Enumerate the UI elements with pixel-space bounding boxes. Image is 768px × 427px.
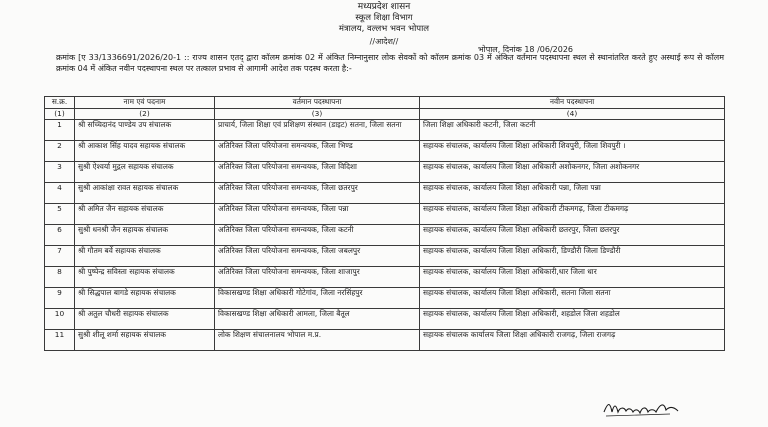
current-posting-cell: लोक शिक्षण संचालनालय भोपाल म.प्र. bbox=[215, 329, 420, 350]
new-posting-cell: सहायक संचालक, कार्यालय जिला शिक्षा अधिकारी, डिण्डौरी जिला डिण्डौरी bbox=[420, 245, 725, 266]
header-name: नाम एवं पदनाम bbox=[75, 97, 215, 109]
table-row bbox=[45, 203, 725, 224]
serial-cell: 10 bbox=[45, 308, 75, 329]
order-number-prefix: क्रमांक bbox=[56, 53, 76, 62]
transfer-table bbox=[44, 96, 725, 351]
serial-cell: 9 bbox=[45, 287, 75, 308]
header-department: स्कूल शिक्षा विभाग bbox=[355, 13, 413, 23]
new-posting-cell: सहायक संचालक, कार्यालय जिला शिक्षा अधिकारी,धार जिला धार bbox=[420, 266, 725, 287]
serial-cell: 8 bbox=[45, 266, 75, 287]
current-posting-cell: अतिरिक्त जिला परियोजना समन्वयक, जिला छतरपुर bbox=[215, 182, 420, 203]
table-row bbox=[45, 140, 725, 161]
serial-cell: 11 bbox=[45, 329, 75, 350]
name-cell: श्री अमित जैन सहायक संचालक bbox=[75, 203, 215, 224]
current-posting-cell: अतिरिक्त जिला परियोजना समन्वयक, जिला जबलपुर bbox=[215, 245, 420, 266]
current-posting-cell: विकासखण्ड शिक्षा अधिकारी गोटेगांव, जिला नरसिंहपुर bbox=[215, 287, 420, 308]
table-row bbox=[45, 287, 725, 308]
header-current-posting: वर्तमान पदस्थापना bbox=[215, 97, 420, 109]
name-cell: श्री सच्चिदानंद पाण्डेय उप संचालक bbox=[75, 119, 215, 140]
new-posting-cell: जिला शिक्षा अधिकारी कटनी, जिला कटनी bbox=[420, 119, 725, 140]
table-row bbox=[45, 266, 725, 287]
serial-cell: 2 bbox=[45, 140, 75, 161]
name-cell: श्री सिद्धपाल बागडे सहायक संचालक bbox=[75, 287, 215, 308]
current-posting-cell: अतिरिक्त जिला परियोजना समन्वयक, जिला शाजापुर bbox=[215, 266, 420, 287]
table-row bbox=[45, 329, 725, 350]
order-intro-text: राज्य शासन एतद् द्वारा कॉलम क्रमांक 02 में अंकित निम्नानुसार लोक सेवकों को कॉलम क्रमांक 03 में अंकित वर्तमान पदस्थापना स्थल से स्थानांतरित करते हुए अस्थाई रूप से कॉलम क्रमांक 04 में अंकित नवीन पदस्थापना स्थल पर तत्काल प्रभाव से आगामी आदेश तक पदस्थ करता है:- bbox=[56, 53, 724, 73]
current-posting-cell: अतिरिक्त जिला परियोजना समन्वयक, जिला पन्ना bbox=[215, 203, 420, 224]
new-posting-cell: सहायक संचालक, कार्यालय जिला शिक्षा अधिकारी शिवपुरी, जिला शिवपुरी । bbox=[420, 140, 725, 161]
header-serial: स.क्र. bbox=[45, 97, 75, 109]
table-row bbox=[45, 182, 725, 203]
new-posting-cell: सहायक संचालक कार्यालय जिला शिक्षा अधिकारी राजगढ़, जिला राजगढ़ bbox=[420, 329, 725, 350]
order-number: [ए 33/1336691/2026/20-1 :: bbox=[78, 53, 190, 62]
current-posting-cell: विकासखण्ड शिक्षा अधिकारी आमला, जिला बैतूल bbox=[215, 308, 420, 329]
name-cell: श्री गौतम बर्वे सहायक संचालक bbox=[75, 245, 215, 266]
name-cell: सुश्री धनश्री जैन सहायक संचालक bbox=[75, 224, 215, 245]
header-government: मध्यप्रदेश शासन bbox=[357, 2, 411, 12]
header-address: मंत्रालय, वल्लभ भवन भोपाल bbox=[338, 24, 430, 34]
column-number: (4) bbox=[420, 109, 725, 120]
column-number: (1) bbox=[45, 109, 75, 120]
name-cell: सुश्री शीलू शर्मा सहायक संचालक bbox=[75, 329, 215, 350]
serial-cell: 5 bbox=[45, 203, 75, 224]
header-new-posting: नवीन पदस्थापना bbox=[420, 97, 725, 109]
new-posting-cell: सहायक संचालक, कार्यालय जिला शिक्षा अधिकारी, शहडोल जिला शहडोल bbox=[420, 308, 725, 329]
name-cell: श्री पुष्पेन्द्र सविस्ता सहायक संचालक bbox=[75, 266, 215, 287]
new-posting-cell: सहायक संचालक, कार्यालय जिला शिक्षा अधिकारी, सतना जिला सतना bbox=[420, 287, 725, 308]
table-header-row bbox=[45, 97, 725, 109]
column-number: (2) bbox=[75, 109, 215, 120]
new-posting-cell: सहायक संचालक, कार्यालय जिला शिक्षा अधिकारी अशोकनगर, जिला अशोकनगर bbox=[420, 161, 725, 182]
current-posting-cell: प्राचार्य, जिला शिक्षा एवं प्रशिक्षण संस्थान (डाइट) सतना, जिला सतना bbox=[215, 119, 420, 140]
current-posting-cell: अतिरिक्त जिला परियोजना समन्वयक, जिला विदिशा bbox=[215, 161, 420, 182]
new-posting-cell: सहायक संचालक, कार्यालय जिला शिक्षा अधिकारी टीकमगढ़, जिला टीकमगढ़ bbox=[420, 203, 725, 224]
signature bbox=[600, 398, 690, 422]
table-row bbox=[45, 119, 725, 140]
table-row bbox=[45, 308, 725, 329]
order-heading: //आदेश// bbox=[369, 37, 399, 46]
table-row bbox=[45, 224, 725, 245]
table-row bbox=[45, 161, 725, 182]
new-posting-cell: सहायक संचालक, कार्यालय जिला शिक्षा अधिकारी छतरपुर, जिला छतरपुर bbox=[420, 224, 725, 245]
column-number-row bbox=[45, 109, 725, 120]
current-posting-cell: अतिरिक्त जिला परियोजना समन्वयक, जिला कटनी bbox=[215, 224, 420, 245]
serial-cell: 1 bbox=[45, 119, 75, 140]
document-header bbox=[0, 2, 768, 35]
table-row bbox=[45, 245, 725, 266]
table-body bbox=[45, 119, 725, 350]
name-cell: श्री अतुल चौधरी सहायक संचालक bbox=[75, 308, 215, 329]
serial-cell: 7 bbox=[45, 245, 75, 266]
serial-cell: 3 bbox=[45, 161, 75, 182]
name-cell: श्री आकाश सिंह यादव सहायक संचालक bbox=[75, 140, 215, 161]
current-posting-cell: अतिरिक्त जिला परियोजना समन्वयक, जिला भिण्ड bbox=[215, 140, 420, 161]
column-number: (3) bbox=[215, 109, 420, 120]
name-cell: सुश्री ऐश्वर्या मुद्गल सहायक संचालक bbox=[75, 161, 215, 182]
new-posting-cell: सहायक संचालक, कार्यालय जिला शिक्षा अधिकारी पन्ना, जिला पन्ना bbox=[420, 182, 725, 203]
serial-cell: 6 bbox=[45, 224, 75, 245]
serial-cell: 4 bbox=[45, 182, 75, 203]
order-intro bbox=[56, 52, 724, 74]
name-cell: सुश्री आकांक्षा रावत सहायक संचालक bbox=[75, 182, 215, 203]
order-date: भोपाल, दिनांक 18 /06/2026 bbox=[478, 45, 573, 54]
